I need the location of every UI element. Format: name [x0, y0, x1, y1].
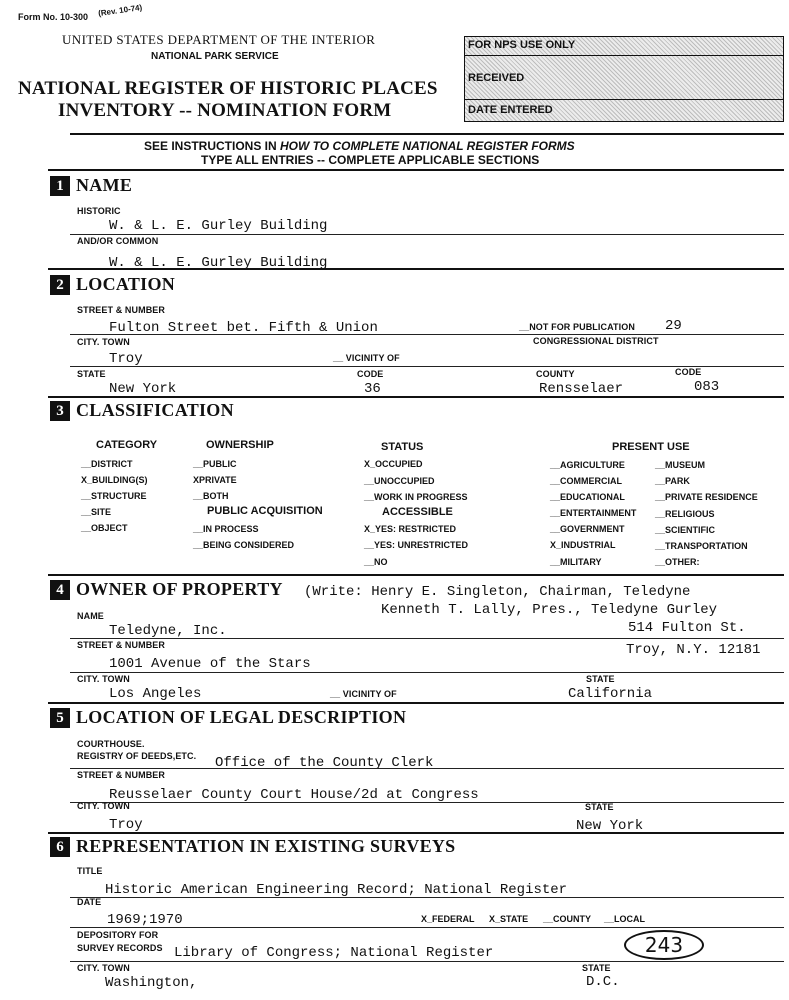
- location-city-value: Troy: [109, 351, 143, 367]
- depository-value: Library of Congress; National Register: [174, 945, 494, 961]
- owner-city-value: Los Angeles: [109, 686, 202, 702]
- location-state-value: New York: [109, 381, 177, 397]
- depository-label-2: SURVEY RECORDS: [77, 943, 163, 953]
- county-code-label: CODE: [675, 367, 702, 377]
- section3-number: 3: [50, 401, 70, 421]
- owner-write-note-4: Troy, N.Y. 12181: [626, 642, 761, 658]
- survey-city-label: CITY. TOWN: [77, 963, 130, 973]
- use-government[interactable]: __GOVERNMENT: [550, 524, 625, 534]
- owner-name-value: Teledyne, Inc.: [109, 623, 227, 639]
- legal-city-value: Troy: [109, 817, 143, 833]
- survey-date-label: DATE: [77, 897, 102, 907]
- survey-state[interactable]: X_STATE: [489, 914, 529, 924]
- location-city-label: CITY. TOWN: [77, 337, 130, 347]
- use-educational[interactable]: __EDUCATIONAL: [550, 492, 625, 502]
- courthouse-label-2: REGISTRY OF DEEDS,ETC.: [77, 751, 197, 761]
- survey-city-value: Washington,: [105, 975, 198, 991]
- depository-label-1: DEPOSITORY FOR: [77, 930, 159, 940]
- section6-rule: [48, 832, 784, 834]
- survey-state-value: D.C.: [586, 974, 620, 990]
- section3-title: CLASSIFICATION: [76, 400, 234, 420]
- use-transportation[interactable]: __TRANSPORTATION: [655, 541, 748, 551]
- depository-line: [70, 961, 784, 962]
- common-name-label: AND/OR COMMON: [77, 236, 159, 246]
- service-name: NATIONAL PARK SERVICE: [151, 51, 279, 62]
- status-occupied[interactable]: X_OCCUPIED: [364, 459, 423, 469]
- owner-vicinity-label: __ VICINITY OF: [330, 689, 397, 699]
- section1-rule: [48, 169, 784, 171]
- survey-state-label: STATE: [582, 963, 611, 973]
- accessible-yes-restricted[interactable]: X_YES: RESTRICTED: [364, 524, 457, 534]
- section4-title: OWNER OF PROPERTY: [76, 579, 283, 599]
- section4-rule: [48, 574, 784, 576]
- use-military[interactable]: __MILITARY: [550, 557, 602, 567]
- legal-street-line: [70, 802, 784, 803]
- not-for-publication-label: __NOT FOR PUBLICATION: [519, 322, 635, 332]
- nps-received-row: [465, 55, 783, 100]
- owner-state-label: STATE: [586, 674, 615, 684]
- owner-name-line: [70, 638, 784, 639]
- county-code-value: 083: [694, 379, 720, 395]
- category-district[interactable]: __DISTRICT: [81, 459, 133, 469]
- courthouse-line: [70, 768, 784, 769]
- legal-street-value: Reusselaer County Court House/2d at Congress: [109, 787, 479, 803]
- accessible-yes-unrestricted[interactable]: __YES: UNRESTRICTED: [364, 540, 469, 550]
- state-code-value: 36: [364, 381, 381, 397]
- section1-number: 1: [50, 176, 70, 196]
- section1-title: NAME: [76, 175, 133, 195]
- section2-number: 2: [50, 275, 70, 295]
- use-scientific[interactable]: __SCIENTIFIC: [655, 525, 716, 535]
- ownership-both[interactable]: __BOTH: [193, 491, 229, 501]
- category-buildings[interactable]: X_BUILDING(S): [81, 475, 148, 485]
- nps-received-label: RECEIVED: [468, 72, 525, 84]
- courthouse-label-1: COURTHOUSE.: [77, 739, 145, 749]
- ownership-private[interactable]: XPRIVATE: [193, 475, 237, 485]
- owner-street-value: 1001 Avenue of the Stars: [109, 656, 311, 672]
- survey-county[interactable]: __COUNTY: [543, 914, 592, 924]
- public-acquisition-heading: PUBLIC ACQUISITION: [207, 505, 323, 517]
- owner-write-note-3: 514 Fulton St.: [628, 620, 746, 636]
- historic-label: HISTORIC: [77, 206, 121, 216]
- survey-title-line: [70, 897, 784, 898]
- survey-federal[interactable]: X_FEDERAL: [421, 914, 475, 924]
- form-title-line2: INVENTORY -- NOMINATION FORM: [58, 100, 392, 121]
- common-name-value: W. & L. E. Gurley Building: [109, 255, 328, 271]
- nps-date-entered-label: DATE ENTERED: [468, 104, 553, 116]
- instructions-prefix: SEE INSTRUCTIONS IN: [144, 139, 281, 153]
- use-museum[interactable]: __MUSEUM: [655, 460, 706, 470]
- accessible-no[interactable]: __NO: [364, 557, 388, 567]
- owner-name-label: NAME: [77, 611, 104, 621]
- historic-line: [70, 234, 784, 235]
- instructions-line2: TYPE ALL ENTRIES -- COMPLETE APPLICABLE SECTIONS: [201, 153, 540, 167]
- congressional-district-label: CONGRESSIONAL DISTRICT: [533, 336, 659, 346]
- status-work-in-progress[interactable]: __WORK IN PROGRESS: [364, 492, 468, 502]
- nps-use-only-box: [464, 36, 784, 122]
- section6-number: 6: [50, 837, 70, 857]
- category-site[interactable]: __SITE: [81, 507, 112, 517]
- acquisition-in-process[interactable]: __IN PROCESS: [193, 524, 259, 534]
- use-agriculture[interactable]: __AGRICULTURE: [550, 460, 625, 470]
- owner-write-note-1: (Write: Henry E. Singleton, Chairman, Teledyne: [304, 584, 691, 600]
- use-private-residence[interactable]: __PRIVATE RESIDENCE: [655, 492, 758, 502]
- instructions-title: HOW TO COMPLETE NATIONAL REGISTER FORMS: [280, 139, 575, 153]
- courthouse-value: Office of the County Clerk: [215, 755, 434, 771]
- category-structure[interactable]: __STRUCTURE: [81, 491, 147, 501]
- section6-title: REPRESENTATION IN EXISTING SURVEYS: [76, 836, 456, 856]
- location-vicinity-label: __ VICINITY OF: [333, 353, 400, 363]
- county-value: Rensselaer: [539, 381, 624, 397]
- section5-rule: [48, 702, 784, 704]
- nps-use-label: FOR NPS USE ONLY: [468, 39, 576, 51]
- page-number-stamp: 243: [624, 930, 704, 960]
- state-code-label: CODE: [357, 369, 384, 379]
- section2-rule: [48, 268, 784, 270]
- use-other[interactable]: __OTHER:: [655, 557, 700, 567]
- use-religious[interactable]: __RELIGIOUS: [655, 509, 715, 519]
- accessible-heading: ACCESSIBLE: [382, 506, 453, 518]
- owner-city-label: CITY. TOWN: [77, 674, 130, 684]
- location-state-label: STATE: [77, 369, 106, 379]
- survey-title-value: Historic American Engineering Record; National Register: [105, 882, 568, 898]
- header-rule: [70, 133, 784, 135]
- legal-street-label: STREET & NUMBER: [77, 770, 166, 780]
- section2-title: LOCATION: [76, 274, 176, 294]
- category-object[interactable]: __OBJECT: [81, 523, 128, 533]
- legal-state-label: STATE: [585, 802, 614, 812]
- section5-title: LOCATION OF LEGAL DESCRIPTION: [76, 707, 407, 727]
- historic-name-value: W. & L. E. Gurley Building: [109, 218, 328, 234]
- nps-use-row: [465, 37, 783, 56]
- location-street-value: Fulton Street bet. Fifth & Union: [109, 320, 378, 336]
- use-entertainment[interactable]: __ENTERTAINMENT: [550, 508, 637, 518]
- survey-date-line: [70, 927, 784, 928]
- section4-number: 4: [50, 580, 70, 600]
- survey-local[interactable]: __LOCAL: [604, 914, 646, 924]
- survey-title-label: TITLE: [77, 866, 103, 876]
- department-name: UNITED STATES DEPARTMENT OF THE INTERIOR: [62, 32, 376, 47]
- legal-state-value: New York: [576, 818, 644, 834]
- county-label: COUNTY: [536, 369, 575, 379]
- use-commercial[interactable]: __COMMERCIAL: [550, 476, 623, 486]
- status-unoccupied[interactable]: __UNOCCUPIED: [364, 476, 435, 486]
- owner-street-line: [70, 672, 784, 673]
- instructions-line1: [144, 139, 575, 153]
- location-street-line: [70, 334, 784, 335]
- section5-number: 5: [50, 708, 70, 728]
- use-industrial[interactable]: X_INDUSTRIAL: [550, 540, 616, 550]
- survey-date-value: 1969;1970: [107, 912, 183, 928]
- form-revision: (Rev. 10-74): [97, 2, 143, 19]
- form-title-line1: NATIONAL REGISTER OF HISTORIC PLACES: [18, 78, 438, 99]
- category-heading: CATEGORY: [96, 439, 158, 451]
- owner-write-note-2: Kenneth T. Lally, Pres., Teledyne Gurley: [381, 602, 718, 618]
- present-use-heading: PRESENT USE: [612, 441, 690, 453]
- section3-rule: [48, 396, 784, 398]
- congressional-district-value: 29: [665, 318, 682, 334]
- legal-city-label: CITY. TOWN: [77, 801, 130, 811]
- ownership-heading: OWNERSHIP: [206, 439, 274, 451]
- location-street-label: STREET & NUMBER: [77, 305, 166, 315]
- owner-state-value: California: [568, 686, 653, 702]
- use-park[interactable]: __PARK: [655, 476, 690, 486]
- status-heading: STATUS: [381, 441, 424, 453]
- ownership-public[interactable]: __PUBLIC: [193, 459, 237, 469]
- owner-street-label: STREET & NUMBER: [77, 640, 166, 650]
- acquisition-being-considered[interactable]: __BEING CONSIDERED: [193, 540, 295, 550]
- form-number: Form No. 10-300: [18, 12, 89, 22]
